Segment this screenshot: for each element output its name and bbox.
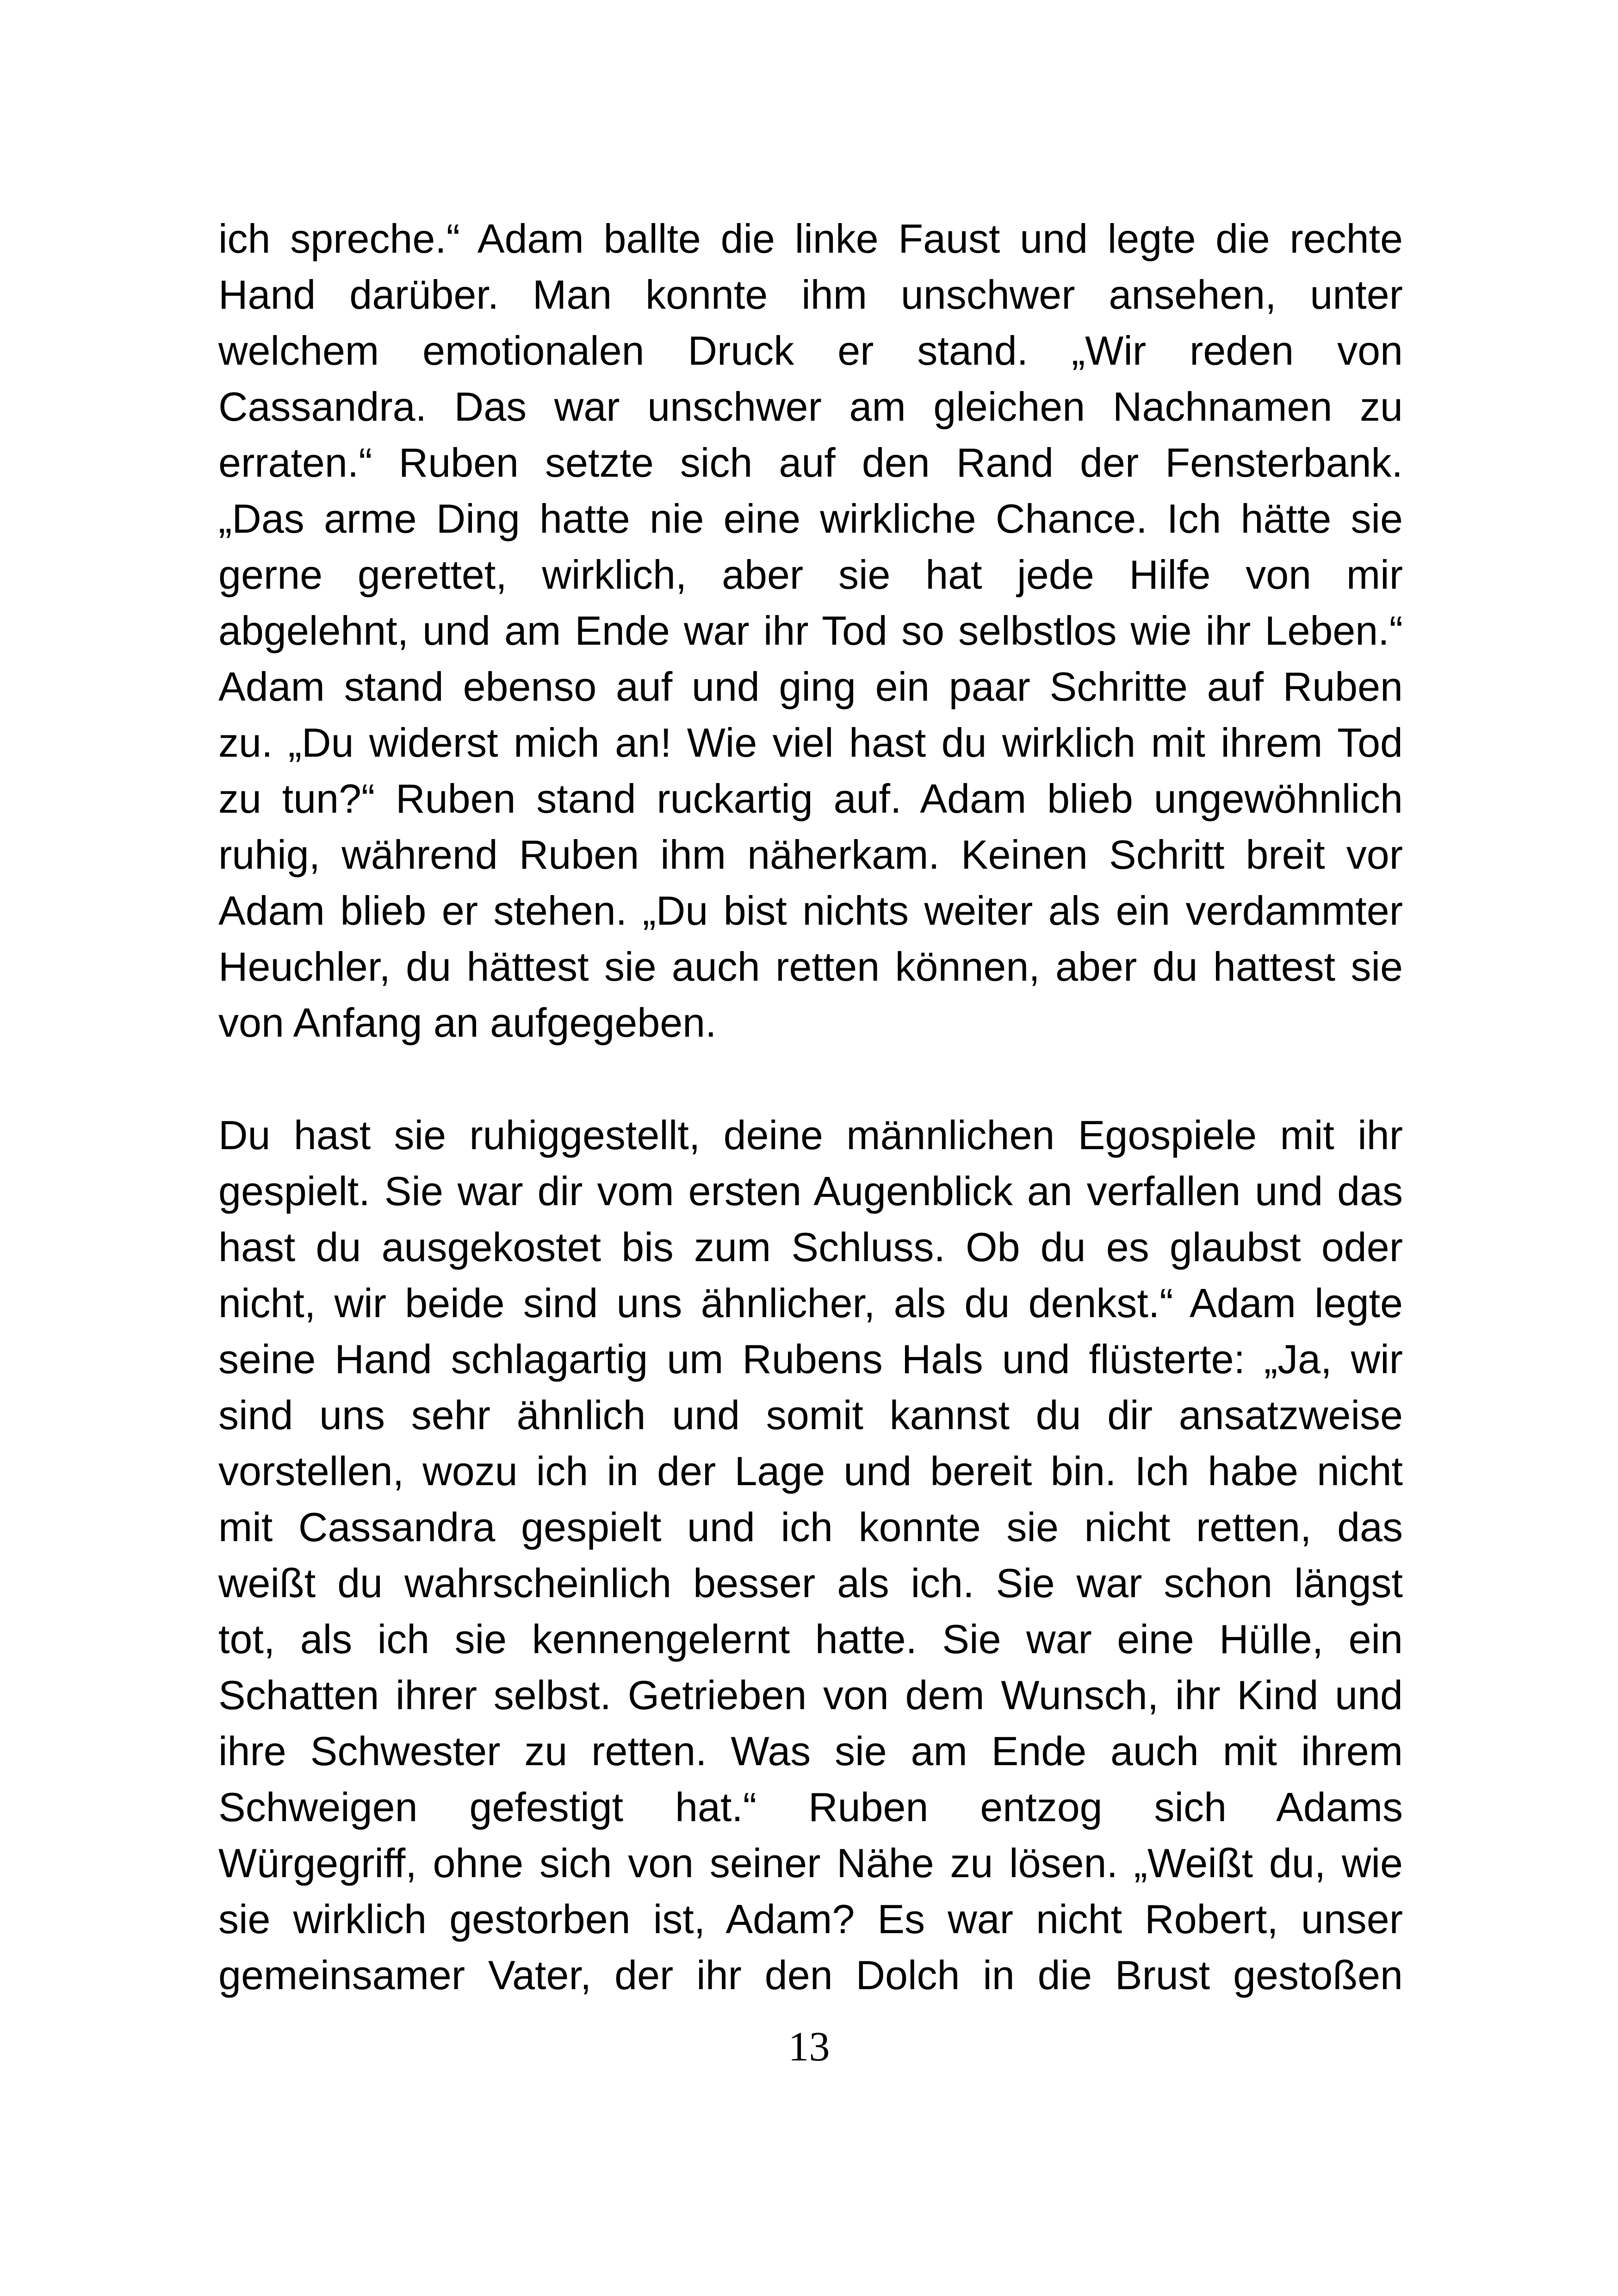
text-line: sind uns sehr ähnlich und somit kannst du dir ansatzweise <box>218 1392 1403 1438</box>
text-line: sie wirklich gestorben ist, Adam? Es war nicht Robert, unser <box>218 1896 1403 1942</box>
text-line: vorstellen, wozu ich in der Lage und bereit bin. Ich habe nicht <box>218 1448 1403 1494</box>
text-line: „Das arme Ding hatte nie eine wirkliche Chance. Ich hätte sie <box>218 496 1403 541</box>
text-line: erraten.“ Ruben setzte sich auf den Rand der Fensterbank. <box>218 440 1403 485</box>
text-line: Würgegriff, ohne sich von seiner Nähe zu lösen. „Weißt du, wie <box>218 1840 1403 1886</box>
text-line: Adam blieb er stehen. „Du bist nichts weiter als ein verdammter <box>218 888 1403 933</box>
text-line: Du hast sie ruhiggestellt, deine männlichen Egospiele mit ihr <box>218 1112 1403 1158</box>
text-line: gemeinsamer Vater, der ihr den Dolch in die Brust gestoßen <box>218 1952 1403 1998</box>
text-line: ihre Schwester zu retten. Was sie am Ende auch mit ihrem <box>218 1728 1403 1774</box>
text-line: von Anfang an aufgegeben. <box>218 1000 717 1045</box>
page-number: 13 <box>788 2024 830 2070</box>
text-line: weißt du wahrscheinlich besser als ich. Sie war schon längst <box>218 1560 1403 1606</box>
text-line: gerne gerettet, wirklich, aber sie hat jede Hilfe von mir <box>218 552 1403 597</box>
text-line: Heuchler, du hättest sie auch retten können, aber du hattest sie <box>218 944 1403 989</box>
text-line: mit Cassandra gespielt und ich konnte sie nicht retten, das <box>218 1504 1403 1550</box>
text-line: ich spreche.“ Adam ballte die linke Faust und legte die rechte <box>218 216 1403 261</box>
text-line: zu. „Du widerst mich an! Wie viel hast du wirklich mit ihrem Tod <box>218 720 1403 765</box>
text-line: nicht, wir beide sind uns ähnlicher, als du denkst.“ Adam legte <box>218 1280 1403 1326</box>
text-line: gespielt. Sie war dir vom ersten Augenblick an verfallen und das <box>218 1168 1403 1214</box>
text-line: Cassandra. Das war unschwer am gleichen Nachnamen zu <box>218 384 1403 429</box>
text-line: Schatten ihrer selbst. Getrieben von dem Wunsch, ihr Kind und <box>218 1672 1403 1718</box>
text-line: ruhig, während Ruben ihm näherkam. Keinen Schritt breit vor <box>218 832 1403 877</box>
text-line: Adam stand ebenso auf und ging ein paar Schritte auf Ruben <box>218 664 1403 709</box>
text-line: welchem emotionalen Druck er stand. „Wir reden von <box>218 328 1403 373</box>
text-line: abgelehnt, und am Ende war ihr Tod so selbstlos wie ihr Leben.“ <box>218 608 1403 653</box>
text-line: hast du ausgekostet bis zum Schluss. Ob du es glaubst oder <box>218 1224 1403 1270</box>
text-line: zu tun?“ Ruben stand ruckartig auf. Adam blieb ungewöhnlich <box>218 776 1403 821</box>
text-line: tot, als ich sie kennengelernt hatte. Sie war eine Hülle, ein <box>218 1616 1403 1662</box>
paragraph-2 <box>218 1107 1403 2003</box>
text-line: seine Hand schlagartig um Rubens Hals und flüsterte: „Ja, wir <box>218 1336 1403 1382</box>
text-line: Hand darüber. Man konnte ihm unschwer ansehen, unter <box>218 272 1403 317</box>
text-line: Schweigen gefestigt hat.“ Ruben entzog sich Adams <box>218 1784 1403 1830</box>
paragraph-1 <box>218 211 1403 1051</box>
